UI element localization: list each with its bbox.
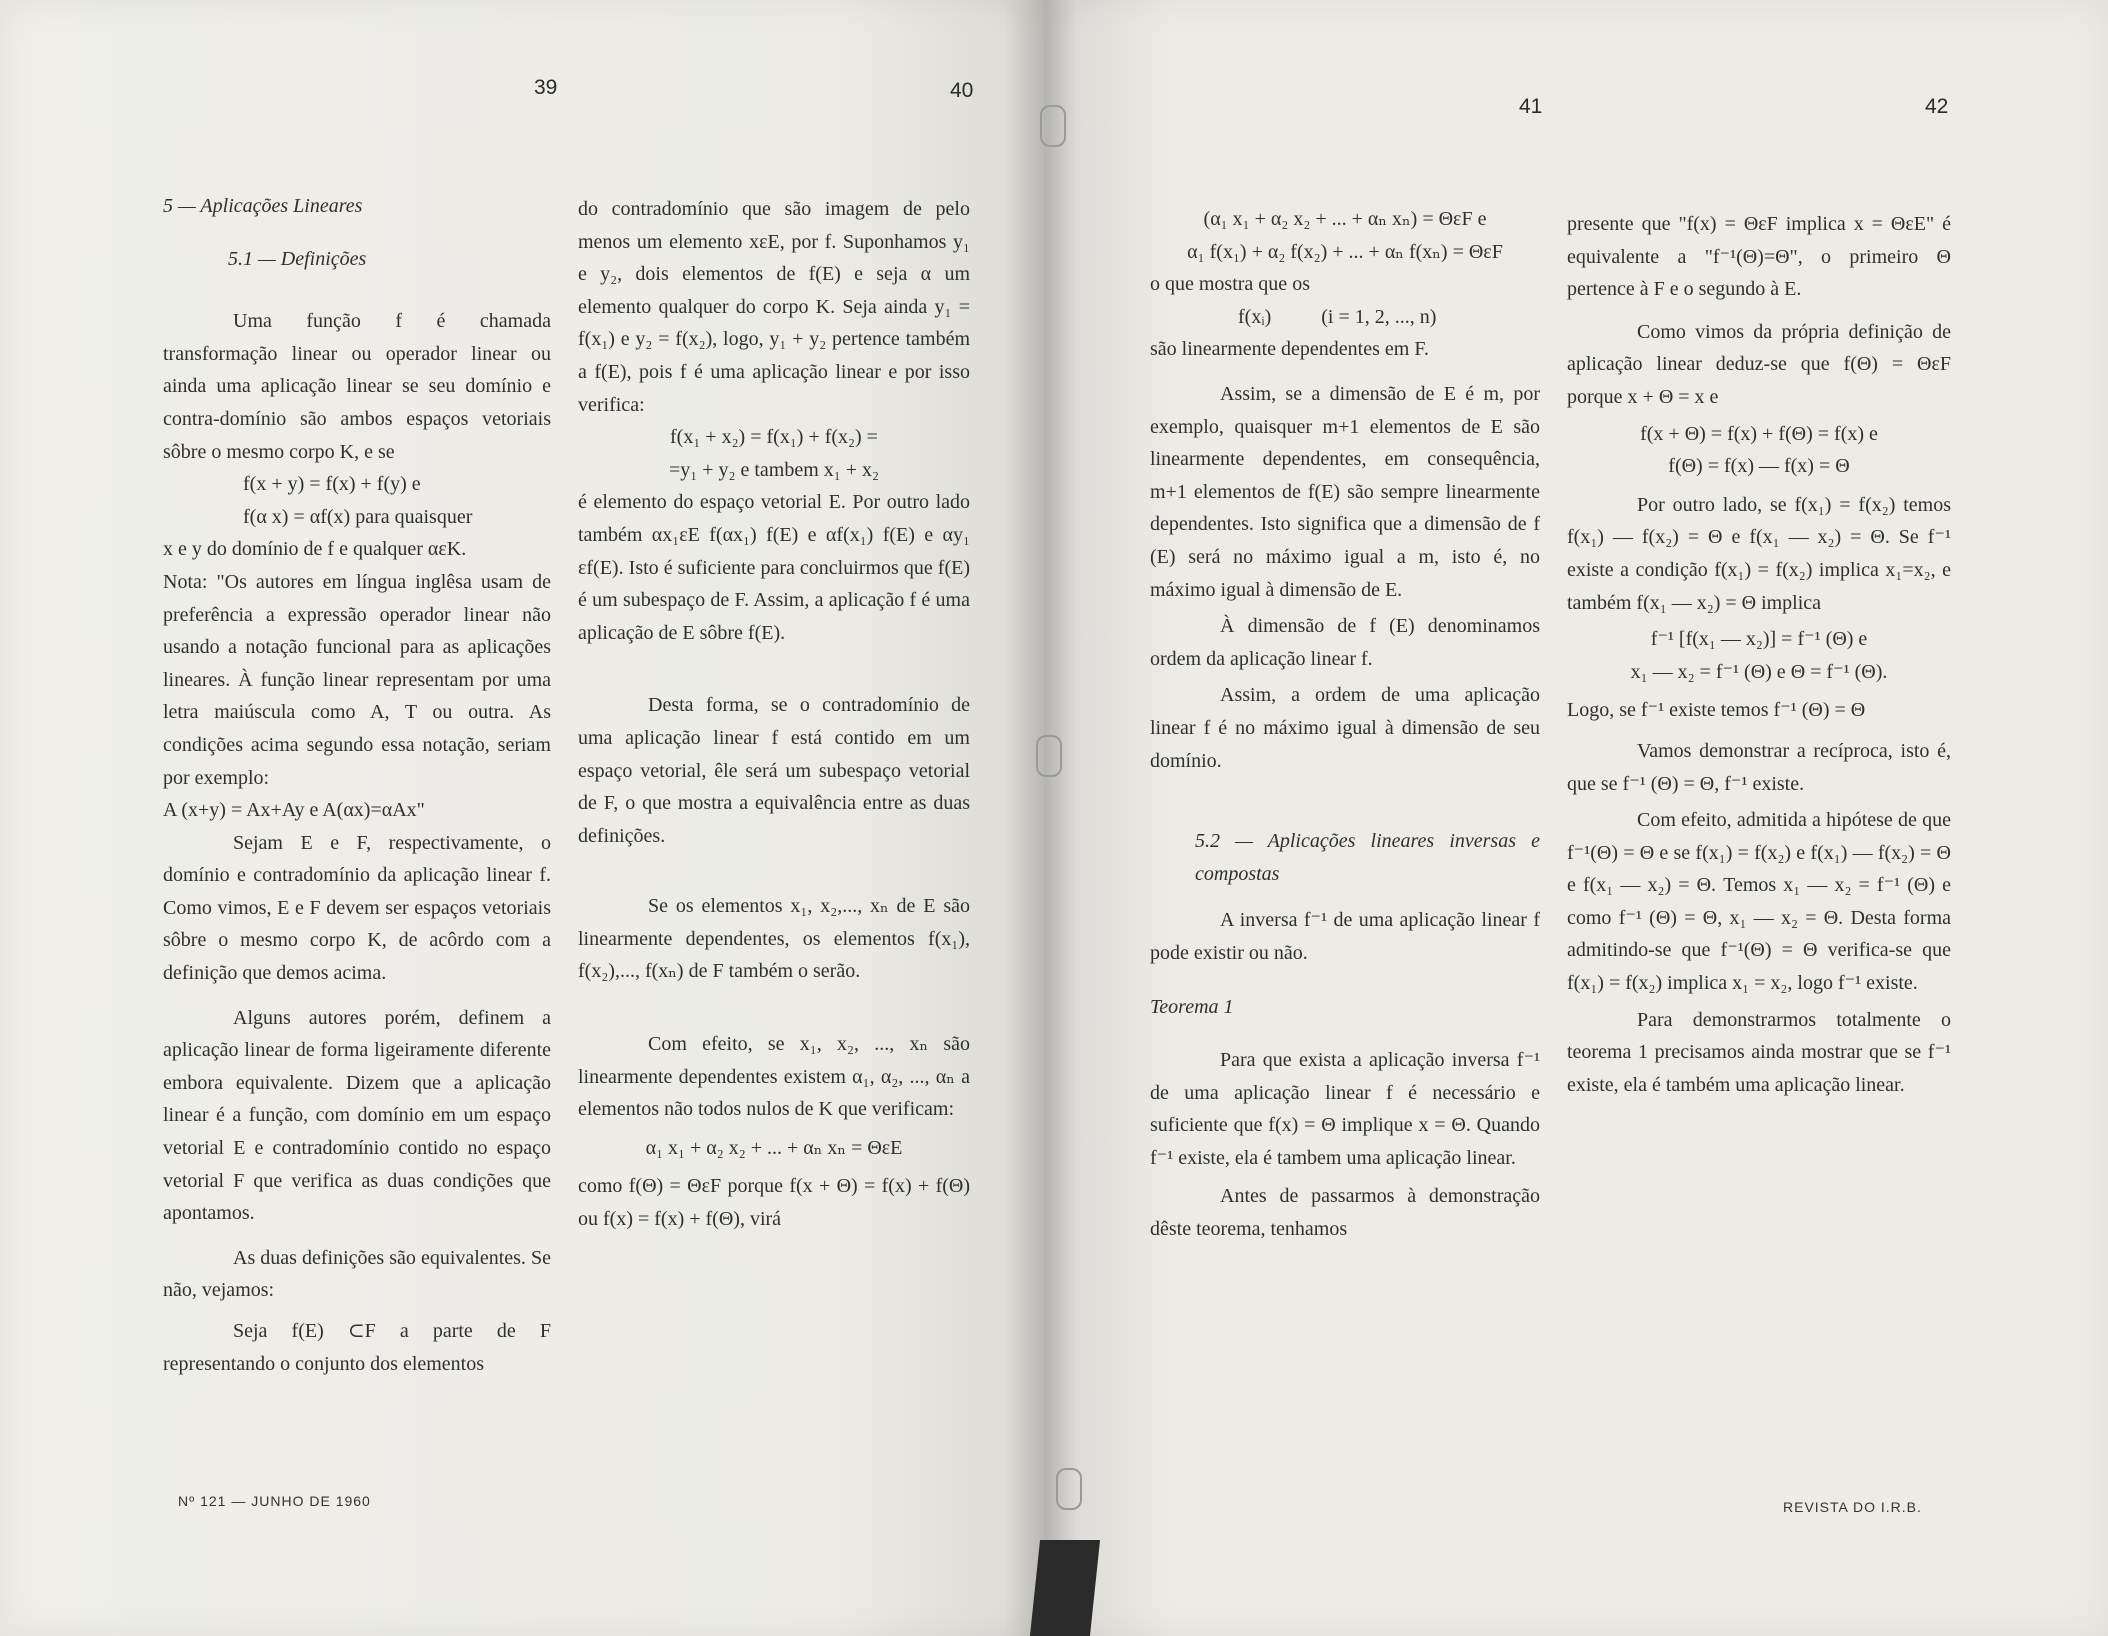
paragraph: Desta forma, se o contradomínio de uma aplicação linear f está contido em um espaço vetorial, êle será um subespaço vetorial de F, o que mostra a equivalência entre as duas definições. — [578, 694, 970, 847]
formula: f(Θ) = f(x) — f(x) = Θ — [1668, 455, 1850, 478]
theorem-heading: Teorema 1 — [1150, 996, 1234, 1019]
formula: =y₁ + y₂ e tambem x₁ + x₂ — [668, 458, 880, 481]
paragraph: Se os elementos x₁, x₂,..., xₙ de E são linearmente dependentes, os elementos f(x₁), f(x₂),..., f(xₙ) de F também o serão. — [578, 895, 970, 983]
paragraph: A inversa f⁻¹ de uma aplicação linear f pode existir ou não. — [1150, 909, 1540, 964]
page-number-39: 39 — [534, 76, 558, 99]
binding-shadow — [1030, 1540, 1100, 1636]
subsection-heading: 5.1 — Definições — [228, 247, 367, 270]
footer-left: Nº 121 — JUNHO DE 1960 — [178, 1493, 371, 1509]
paragraph: À dimensão de f (E) denominamos ordem da aplicação linear f. — [1150, 615, 1540, 670]
paragraph: Assim, a ordem de uma aplicação linear f é no máximo igual à dimensão de seu domínio. — [1150, 684, 1540, 772]
paragraph: Uma função f é chamada transformação linear ou operador linear ou ainda uma aplicação linear se seu domínio e contra-domínio são ambos espaços vetoriais sôbre o mesmo corpo K, e se — [163, 310, 551, 463]
formula: f(x + y) = f(x) + f(y) e — [243, 473, 421, 496]
staple-top — [1040, 105, 1066, 147]
page-number-40: 40 — [950, 79, 974, 102]
paragraph: x e y do domínio de f e qualquer αεK. — [163, 538, 467, 561]
page-42-column — [1567, 208, 1951, 1101]
paragraph: como f(Θ) = ΘεF porque f(x + Θ) = f(x) + f(Θ) ou f(x) = f(x) + f(Θ), virá — [578, 1175, 970, 1231]
paragraph: é elemento do espaço vetorial E. Por outro lado também αx₁εE f(αx₁) f(E) e αf(x₁) f(E) e αy₁ εf(E). Isto é suficiente para concluirmos que f(E) é um subespaço de F. Assim, a aplicação f é uma aplicação de E sôbre f(E). — [578, 491, 970, 644]
paragraph: Vamos demonstrar a recíproca, isto é, que se f⁻¹ (Θ) = Θ, f⁻¹ existe. — [1567, 739, 1951, 795]
page-number-42: 42 — [1925, 95, 1949, 118]
footer-right: REVISTA DO I.R.B. — [1783, 1499, 1922, 1515]
page-number-41: 41 — [1519, 95, 1543, 118]
formula: f⁻¹ [f(x₁ — x₂)] = f⁻¹ (Θ) e — [1650, 628, 1868, 651]
paragraph: Seja f(E) ⊂F a parte de F representando o conjunto dos elementos — [163, 1320, 551, 1375]
note-paragraph: Nota: "Os autores em língua inglêsa usam de preferência a expressão operador linear não usando a notação funcional para as aplicações lineares. À função linear representam por uma letra maiúscula como A, T ou outra. As condições acima segundo essa notação, seriam por exemplo: — [163, 570, 551, 789]
formula: x₁ — x₂ = f⁻¹ (Θ) e Θ = f⁻¹ (Θ). — [1630, 660, 1888, 683]
paragraph: presente que "f(x) = ΘεF implica x = ΘεE" é equivalente a "f⁻¹(Θ)=Θ", o primeiro Θ pertence à F e o segundo à E. — [1567, 213, 1951, 301]
staple-bottom — [1056, 1468, 1082, 1510]
formula: α₁ f(x₁) + α₂ f(x₂) + ... + αₙ f(xₙ) = ΘεF — [1187, 240, 1503, 263]
page-40-column — [578, 193, 970, 1236]
formula: f(x₁ + x₂) = f(x₁) + f(x₂) = — [670, 426, 878, 449]
formula: f(x + Θ) = f(x) + f(Θ) = f(x) e — [1640, 422, 1878, 445]
paragraph: são linearmente dependentes em F. — [1150, 338, 1429, 361]
theorem-statement: Para que exista a aplicação inversa f⁻¹ de uma aplicação linear f é necessário e suficiente que f(x) = Θ implique x = Θ. Quando f⁻¹ existe, ela é tambem uma aplicação linear. — [1150, 1049, 1540, 1169]
paragraph: Com efeito, se x₁, x₂, ..., xₙ são linearmente dependentes existem α₁, α₂, ..., αₙ a elementos não todos nulos de K que verificam: — [578, 1033, 970, 1121]
paragraph: Logo, se f⁻¹ existe temos f⁻¹ (Θ) = Θ — [1567, 699, 1866, 722]
formula: A (x+y) = Ax+Ay e A(αx)=αAx" — [163, 799, 425, 822]
staple-middle — [1036, 735, 1062, 777]
formula: f(α x) = αf(x) para quaisquer — [243, 505, 473, 528]
page-41-column — [1150, 203, 1540, 1246]
formula: f(xᵢ) (i = 1, 2, ..., n) — [1238, 305, 1437, 328]
paragraph: Como vimos da própria definição de aplicação linear deduz-se que f(Θ) = ΘεF porque x + Θ = x e — [1567, 320, 1951, 408]
paragraph: Sejam E e F, respectivamente, o domínio e contradomínio da aplicação linear f. Como vimos, E e F devem ser espaços vetoriais sôbre o mesmo corpo K, de acôrdo com a definição que demos acima. — [163, 831, 551, 985]
paragraph: Com efeito, admitida a hipótese de que f⁻¹(Θ) = Θ e se f(x₁) = f(x₂) e f(x₁) — f(x₂) = Θ e f(x₁ — x₂) = Θ. Temos x₁ — x₂ = f⁻¹ (Θ) e como f⁻¹ (Θ) = Θ, x₁ — x₂ = Θ. Desta forma admitindo-se que f⁻¹(Θ) = Θ verifica-se que f(x₁) = f(x₂) implica x₁ = x₂, logo f⁻¹ existe. — [1567, 809, 1951, 995]
formula: (α₁ x₁ + α₂ x₂ + ... + αₙ xₙ) = ΘεF e — [1203, 208, 1487, 230]
paragraph: As duas definições são equivalentes. Se não, vejamos: — [163, 1246, 551, 1302]
subsection-heading: 5.2 — Aplicações lineares inversas e compostas — [1195, 830, 1540, 885]
paragraph: Antes de passarmos à demonstração dêste teorema, tenhamos — [1150, 1185, 1540, 1241]
section-heading: 5 — Aplicações Lineares — [163, 195, 363, 217]
paragraph: Por outro lado, se f(x₁) = f(x₂) temos f(x₁) — f(x₂) = Θ e f(x₁ — x₂) = Θ. Se f⁻¹ existe a condição f(x₁) = f(x₂) implica x₁=x₂, e também f(x₁ — x₂) = Θ implica — [1567, 493, 1951, 614]
paragraph: o que mostra que os — [1150, 273, 1310, 296]
formula: α₁ x₁ + α₂ x₂ + ... + αₙ xₙ = ΘεE — [645, 1136, 903, 1159]
paragraph: Alguns autores porém, definem a aplicação linear de forma ligeiramente diferente embora equivalente. Dizem que a aplicação linear é a função, com domínio em um espaço vetorial E e contradomínio contido no espaço vetorial F que verifica as duas condições que apontamos. — [163, 1006, 551, 1225]
paragraph: Para demonstrarmos totalmente o teorema 1 precisamos ainda mostrar que se f⁻¹ existe, ela é também uma aplicação linear. — [1567, 1008, 1951, 1096]
page-39-column — [163, 190, 551, 1380]
paragraph: do contradomínio que são imagem de pelo menos um elemento xεE, por f. Suponhamos y₁ e y₂, dois elementos de f(E) e seja α um elemento qualquer do corpo K. Seja ainda y₁ = f(x₁) e y₂ = f(x₂), logo, y₁ + y₂ pertence também a f(E), pois f é uma aplicação linear e por isso verifica: — [578, 198, 970, 416]
paragraph: Assim, se a dimensão de E é m, por exemplo, quaisquer m+1 elementos de E são linearmente dependentes, em consequência, m+1 elementos de f(E) são sempre linearmente dependentes. Isto significa que a dimensão de f (E) será no máximo igual a m, isto é, no máximo igual à dimensão de E. — [1150, 382, 1540, 601]
